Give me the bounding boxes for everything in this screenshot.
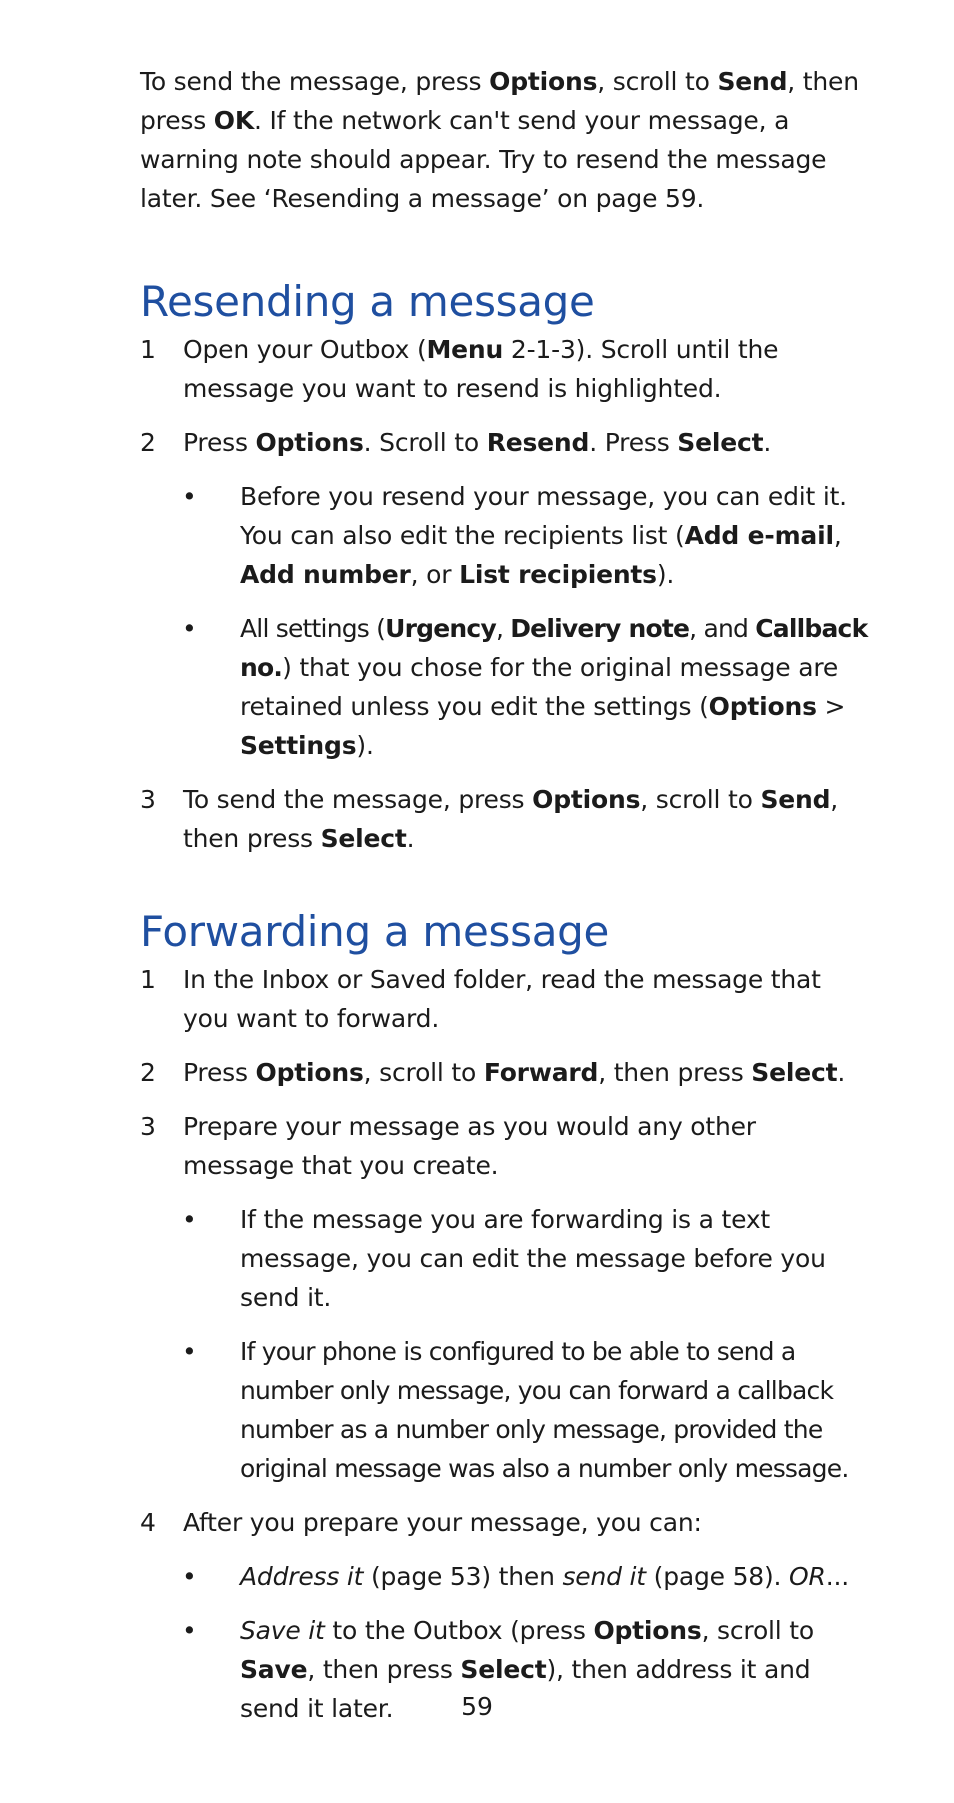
page-number: 59 xyxy=(461,1692,493,1721)
resend-bullet-2: • All settings (Urgency, Delivery note, and Callback no.) that you chose for the original message are retained unless you edit the settings (Options > Settings). xyxy=(140,609,870,765)
bullet-dot: • xyxy=(182,482,197,511)
step-number: 3 xyxy=(140,1112,156,1141)
forward-step-4: 4 After you prepare your message, you can: xyxy=(140,1503,870,1542)
forward-step-2: 2 Press Options, scroll to Forward, then press Select. xyxy=(140,1053,870,1092)
forward-step-1: 1 In the Inbox or Saved folder, read the message that you want to forward. xyxy=(140,960,870,1038)
forward-bullet-1: • If the message you are forwarding is a text message, you can edit the message before you send it. xyxy=(140,1200,870,1317)
step-number: 4 xyxy=(140,1508,156,1537)
forward-bullet-2: • If your phone is configured to be able to send a number only message, you can forward a callback number as a number only message, provided the original message was also a number only message. xyxy=(140,1332,870,1488)
forward-bullet-4: • Save it to the Outbox (press Options, scroll to Save, then press Select), then address it and send it later. xyxy=(140,1611,870,1728)
step-number: 2 xyxy=(140,1058,156,1087)
bullet-dot: • xyxy=(182,614,197,643)
step-number: 3 xyxy=(140,785,156,814)
forward-step-3: 3 Prepare your message as you would any other message that you create. xyxy=(140,1107,870,1185)
page-content xyxy=(140,62,870,1728)
resend-step-2: 2 Press Options. Scroll to Resend. Press Select. xyxy=(140,423,870,462)
heading-resending: Resending a message xyxy=(140,277,595,326)
forward-bullet-3: • Address it (page 53) then send it (page 58). OR... xyxy=(140,1557,870,1596)
resend-step-3: 3 To send the message, press Options, scroll to Send, then press Select. xyxy=(140,780,870,858)
bullet-dot: • xyxy=(182,1562,197,1591)
step-number: 1 xyxy=(140,335,156,364)
intro-paragraph: To send the message, press Options, scroll to Send, then press OK. If the network can't send your message, a warning note should appear. Try to resend the message later. See ‘Resending a message’ on page 59. xyxy=(140,67,859,213)
bullet-dot: • xyxy=(182,1337,196,1366)
resend-step-1: 1 Open your Outbox (Menu 2-1-3). Scroll until the message you want to resend is highlighted. xyxy=(140,330,870,408)
step-number: 2 xyxy=(140,428,156,457)
step-number: 1 xyxy=(140,965,156,994)
heading-forwarding: Forwarding a message xyxy=(140,907,610,956)
bullet-dot: • xyxy=(182,1616,197,1645)
bullet-dot: • xyxy=(182,1205,197,1234)
resend-bullet-1: • Before you resend your message, you can edit it. You can also edit the recipients list (Add e-mail, Add number, or List recipients). xyxy=(140,477,870,594)
